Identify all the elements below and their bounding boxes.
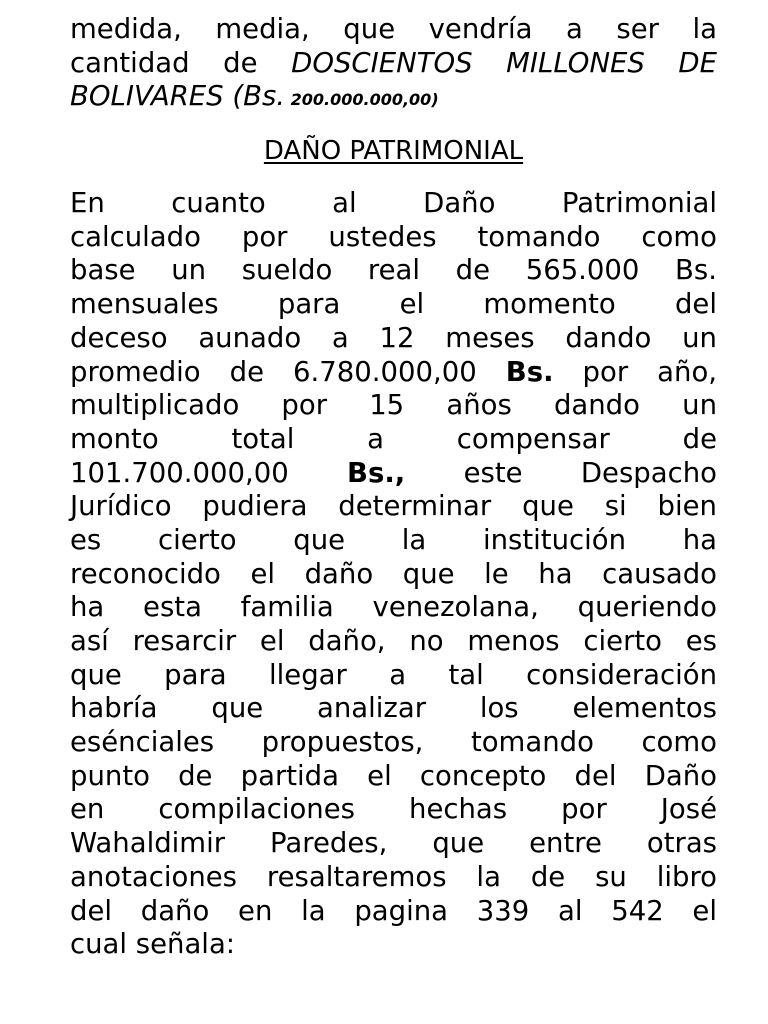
body-text: es cierto que la institución ha	[70, 523, 717, 556]
body-text: así resarcir el daño, no menos cierto es	[70, 625, 717, 657]
body-line	[70, 356, 717, 390]
intro-text-2: cantidad de	[70, 46, 292, 79]
body-text: multiplicado por 15 años dando un	[70, 389, 717, 422]
body-line	[70, 861, 717, 895]
body-line	[70, 692, 717, 726]
body-text: del daño en la pagina 339 al 542 el	[70, 894, 717, 927]
body-text: promedio de 6.780.000,00	[70, 355, 506, 388]
body-line	[70, 457, 717, 491]
body-line	[70, 591, 717, 625]
currency-bold: Bs.,	[347, 456, 406, 489]
body-line	[70, 558, 717, 592]
body-text: en compilaciones hechas por José	[70, 793, 717, 826]
amount-figure: 200.000.000,00)	[285, 90, 439, 110]
body-text: calculado por ustedes tomando como	[70, 220, 717, 253]
section-heading	[70, 135, 717, 168]
body-text: anotaciones resaltaremos la de su libro	[70, 860, 717, 893]
body-text: que para llegar a tal consideración	[70, 658, 717, 691]
body-text: habría que analizar los elementos	[70, 692, 717, 725]
body-line	[70, 389, 717, 423]
document-page	[70, 13, 717, 962]
body-text: punto de partida el concepto del Daño	[70, 759, 717, 792]
body-line	[70, 254, 717, 288]
body-text: 101.700.000,00	[70, 456, 348, 489]
body-text: cual señala:	[70, 928, 236, 961]
body-text: Jurídico pudiera determinar que si bien	[70, 490, 717, 523]
body-text: reconocido el daño que le ha causado	[70, 557, 717, 590]
intro-line-1	[70, 13, 717, 47]
body-text: Wahaldimir Paredes, que entre otras	[70, 827, 717, 860]
intro-text-1: medida, media, que vendría a ser la	[70, 13, 717, 45]
intro-line-2	[70, 47, 717, 81]
body-line	[70, 659, 717, 693]
body-line	[70, 895, 717, 929]
body-line	[70, 625, 717, 659]
body-text: monto total a compensar de	[70, 422, 717, 455]
body-text: esénciales propuestos, tomando como	[70, 726, 717, 759]
body-line	[70, 423, 717, 457]
section-heading-text: DAÑO PATRIMONIAL	[263, 136, 524, 167]
body-text: deceso aunado a 12 meses dando un	[70, 321, 717, 354]
body-text: ha esta familia venezolana, queriendo	[70, 591, 717, 624]
body-line	[70, 524, 717, 558]
currency-words: BOLIVARES (Bs.	[70, 80, 286, 113]
body-line	[70, 288, 717, 322]
body-line	[70, 793, 717, 827]
body-line	[70, 827, 717, 861]
body-line	[70, 221, 717, 255]
body-line	[70, 322, 717, 356]
body-text: por año,	[553, 355, 718, 388]
currency-bold: Bs.	[505, 355, 554, 388]
amount-words: DOSCIENTOS MILLONES DE	[291, 46, 717, 79]
body-line-last	[70, 928, 717, 962]
body-text: mensuales para el momento del	[70, 288, 717, 321]
body-line	[70, 187, 717, 221]
body-text: este Despacho	[405, 456, 717, 489]
body-line	[70, 760, 717, 794]
body-text: base un sueldo real de 565.000 Bs.	[70, 254, 717, 287]
body-text: En cuanto al Daño Patrimonial	[70, 187, 717, 220]
body-line	[70, 490, 717, 524]
intro-line-3	[70, 80, 717, 114]
body-line	[70, 726, 717, 760]
